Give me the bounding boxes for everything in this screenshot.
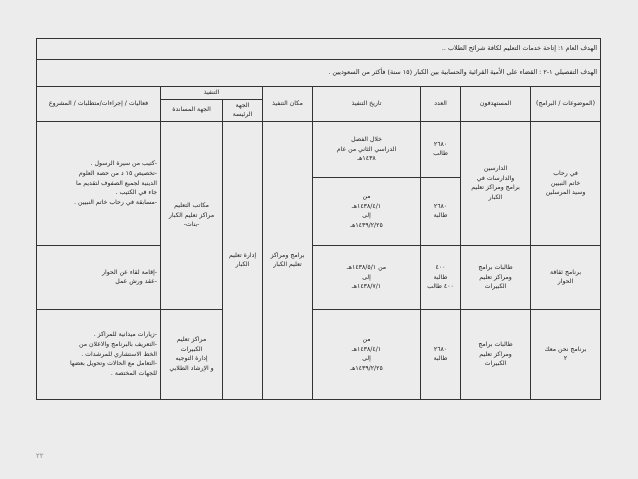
main-body-cell: إدارة تعليم الكبار bbox=[223, 121, 263, 399]
beneficiaries-cell: طالبات برامج ومراكز تعليم الكبيرات bbox=[461, 245, 531, 309]
support-body-cell: مراكز تعليم الكبيرات إدارة التوجيه و الإرشاد الطلابي bbox=[161, 309, 223, 399]
count-cell: ٢٦٨٠ طالبة bbox=[421, 309, 461, 399]
date-cell: خلال الفصل الدراسي الثاني من عام ١٤٣٨هـ bbox=[313, 121, 421, 177]
header-count: العدد bbox=[421, 87, 461, 122]
activities-cell: -زيارات ميدانية للمراكز . -التعريف بالبرنامج والاعلان من الخط الاستشاري للمرشدات . -التعامل مع الحالات وتحويل بعضها للجهات المختصة . bbox=[37, 309, 161, 399]
header-place: مكان التنفيذ bbox=[263, 87, 313, 122]
header-topics: (الموضوعات / البرامج) bbox=[531, 87, 601, 122]
activities-cell: -كتيب من سيرة الرسول . -تخصيص ١٥ د من حصة العلوم الدينية لجميع الصفوف لتقديم ما جاء في الكتيب . -مسابقة في رحاب خاتم النبيين . bbox=[37, 121, 161, 245]
topic-cell: برنامج نحن معك ٢ bbox=[531, 309, 601, 399]
header-activities: فعاليات / إجراءات/متطلبات / المشروع bbox=[37, 87, 161, 122]
page-number: ٢٢ bbox=[36, 452, 44, 460]
table-row bbox=[37, 245, 601, 309]
detailed-goal: الهدف التفصيلي ١-٢ : القضاء على الأمية القرائية والحسابية بين الكبار (١٥ سنة) فأكثر من السعوديين . bbox=[37, 60, 601, 87]
beneficiaries-cell: طالبات برامج ومراكز تعليم الكبيرات bbox=[461, 309, 531, 399]
beneficiaries-cell: الدارسين والدارسات في برامج ومراكز تعليم الكبار bbox=[461, 121, 531, 245]
header-main-body: الجهة الرئيسة bbox=[223, 99, 263, 121]
count-cell: ٤٠٠ طالبة ٤٠٠ طالب bbox=[421, 245, 461, 309]
date-cell: من ١٤٣٨/٤/١هـ إلى ١٤٣٩/٢/٢٥هـ bbox=[313, 177, 421, 245]
topic-cell: في رحاب خاتم النبيين وسيد المرسلين bbox=[531, 121, 601, 245]
header-execution: التنفيذ bbox=[161, 87, 263, 100]
general-goal: الهدف العام ١: إتاحة خدمات التعليم لكافة شرائح الطلاب .. bbox=[37, 39, 601, 60]
count-cell: ٢٦٨٠ طالب bbox=[421, 121, 461, 177]
topic-cell: برنامج ثقافة الحوار bbox=[531, 245, 601, 309]
table-row bbox=[37, 309, 601, 399]
support-body-cell: مكاتب التعليم مراكز تعليم الكبار -بنات- bbox=[161, 121, 223, 309]
header-support-body: الجهة المساندة bbox=[161, 99, 223, 121]
place-cell: برامج ومراكز تعليم الكبار bbox=[263, 121, 313, 399]
header-beneficiaries: المستهدفون bbox=[461, 87, 531, 122]
date-cell: من ١٤٣٨/٤/١هـ إلى ١٤٣٩/٢/٢٥هـ bbox=[313, 309, 421, 399]
table-row bbox=[37, 121, 601, 177]
count-cell: ٢٦٨٠ طالبة bbox=[421, 177, 461, 245]
execution-plan-table bbox=[36, 38, 601, 400]
activities-cell: -إقامة لقاء عن الحوار -عقد ورش عمل bbox=[37, 245, 161, 309]
date-cell: من ١٤٣٨/٥/١هـ إلى ١٤٣٨/٧/١هـ bbox=[313, 245, 421, 309]
header-date: تاريخ التنفيذ bbox=[313, 87, 421, 122]
